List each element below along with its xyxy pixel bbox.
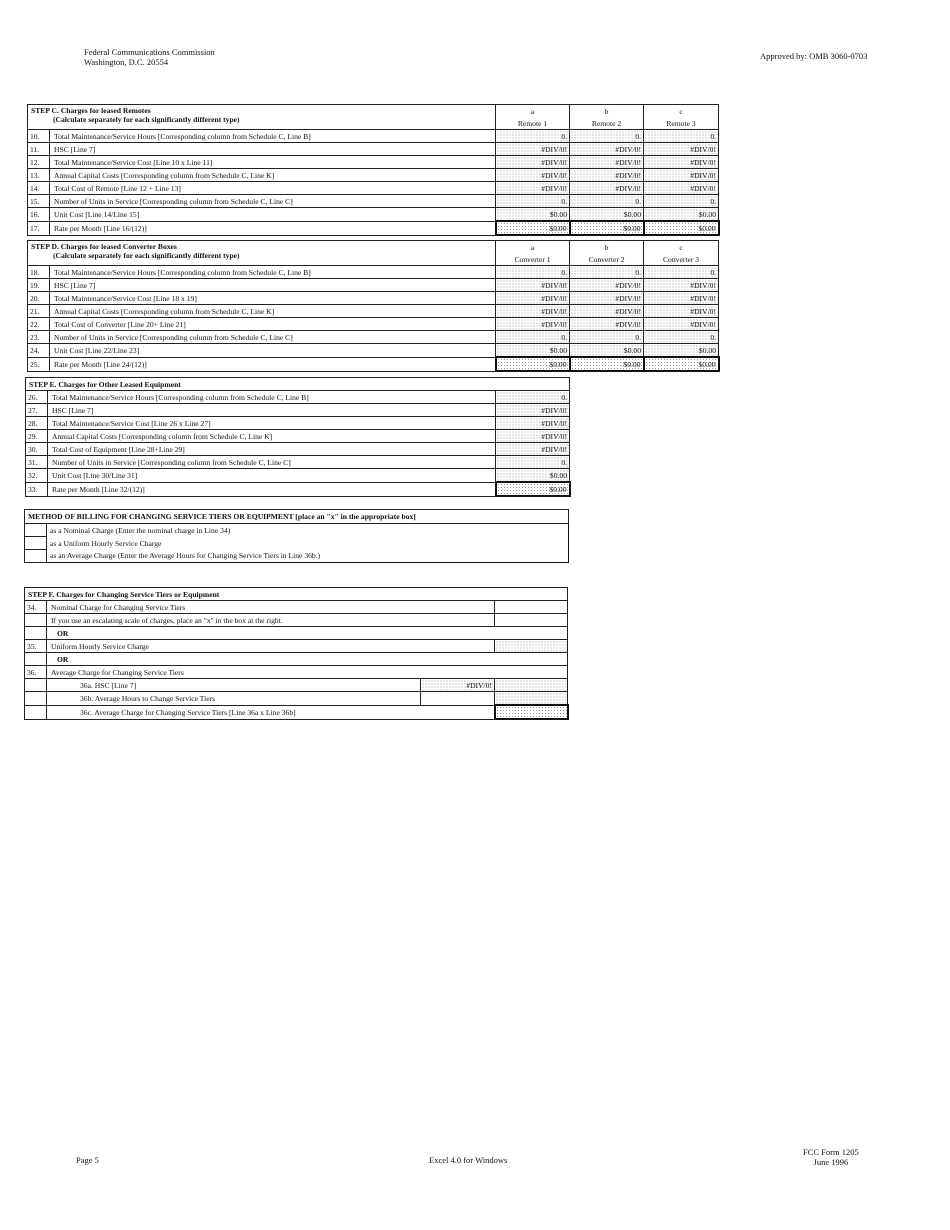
- line-value: #DIV/0!: [496, 417, 570, 430]
- line-value: 0.: [644, 195, 719, 208]
- table-row: [26, 404, 570, 417]
- line-value: #DIV/0!: [570, 292, 644, 305]
- table-row: [28, 182, 719, 195]
- average-charge-option-label: as an Average Charge (Enter the Average Hours for Changing Service Tiers in Line 36b.): [47, 550, 569, 563]
- line-label: Number of Units in Service [Corresponding column from Schedule C, Line C]: [48, 456, 496, 469]
- line-value: #DIV/0!: [570, 156, 644, 169]
- or-separator: OR: [47, 653, 568, 666]
- line-value: $0.00: [644, 357, 719, 371]
- step-c-title-text: STEP C. Charges for leased Remotes: [31, 106, 151, 115]
- line-number: 19.: [28, 279, 50, 292]
- line-value: 0.: [644, 331, 719, 344]
- table-row: [28, 208, 719, 222]
- page-number: Page 5: [76, 1155, 99, 1165]
- line-36a-label: 36a. HSC [Line 7]: [47, 679, 421, 692]
- table-row: [28, 221, 719, 235]
- line-number: 11.: [28, 143, 50, 156]
- table-row: [28, 156, 719, 169]
- line-value: $0.00: [496, 208, 570, 222]
- line-value: #DIV/0!: [570, 305, 644, 318]
- line-label: Annual Capital Costs [Corresponding column from Schedule C, Line K]: [50, 305, 496, 318]
- line-34-label: Nominal Charge for Changing Service Tiers: [47, 601, 495, 614]
- line-number: 10.: [28, 130, 50, 143]
- line-value: $0.00: [644, 344, 719, 358]
- line-number: 14.: [28, 182, 50, 195]
- line-value: #DIV/0!: [496, 318, 570, 331]
- line-label: Total Maintenance/Service Hours [Corresponding column from Schedule C, Line B]: [50, 266, 496, 279]
- line-value: #DIV/0!: [570, 169, 644, 182]
- table-row: [28, 357, 719, 371]
- line-36-label: Average Charge for Changing Service Tiers: [47, 666, 568, 679]
- line-value: #DIV/0!: [496, 182, 570, 195]
- line-number: 21.: [28, 305, 50, 318]
- line-35-input[interactable]: [495, 640, 568, 653]
- line-number: 27.: [26, 404, 48, 417]
- line-number: 13.: [28, 169, 50, 182]
- line-number: 23.: [28, 331, 50, 344]
- line-value: #DIV/0!: [496, 156, 570, 169]
- col-header-converter-3: Converter 3: [644, 253, 719, 266]
- line-number: 31.: [26, 456, 48, 469]
- line-value: #DIV/0!: [496, 169, 570, 182]
- step-c-subtitle: (Calculate separately for each significantly different type): [53, 115, 240, 124]
- line-value: #DIV/0!: [570, 143, 644, 156]
- line-label: Total Cost of Remote [Line 12 + Line 13]: [50, 182, 496, 195]
- line-36b-label: 36b. Average Hours to Change Service Tiers: [47, 692, 421, 706]
- step-d-subtitle: (Calculate separately for each significantly different type): [53, 251, 240, 260]
- line-36b-input[interactable]: [421, 692, 495, 706]
- table-row: [28, 331, 719, 344]
- table-row: [26, 417, 570, 430]
- line-label: Unit Cost [Line 14/Line 15]: [50, 208, 496, 222]
- billing-method-table: [24, 509, 569, 563]
- step-e-title: STEP E. Charges for Other Leased Equipment: [26, 378, 570, 391]
- or-separator: OR: [47, 627, 568, 640]
- line-value: #DIV/0!: [644, 292, 719, 305]
- line-value: $0.00: [496, 344, 570, 358]
- line-number: 22.: [28, 318, 50, 331]
- escalating-scale-checkbox[interactable]: [495, 614, 568, 627]
- line-value: $0.00: [496, 482, 570, 496]
- line-35-number: 35.: [25, 640, 47, 653]
- line-value: #DIV/0!: [496, 404, 570, 417]
- line-number: 25.: [28, 357, 50, 371]
- line-value: 0.: [644, 266, 719, 279]
- line-value: #DIV/0!: [570, 318, 644, 331]
- col-header-remote-3: Remote 3: [644, 117, 719, 130]
- line-number: 32.: [26, 469, 48, 483]
- line-value: #DIV/0!: [644, 156, 719, 169]
- line-number: 18.: [28, 266, 50, 279]
- table-row: [28, 169, 719, 182]
- line-34-number: 34.: [25, 601, 47, 614]
- col-header-converter-2: Converter 2: [570, 253, 644, 266]
- col-letter-c: c: [644, 105, 719, 118]
- form-number: FCC Form 1205: [803, 1147, 859, 1157]
- col-letter-a: a: [496, 105, 570, 118]
- table-row: [28, 292, 719, 305]
- table-row: [28, 344, 719, 358]
- line-label: Total Maintenance/Service Hours [Corresponding column from Schedule C, Line B]: [48, 391, 496, 404]
- line-number: 20.: [28, 292, 50, 305]
- line-36b-shaded: [495, 692, 568, 706]
- line-value: 0.: [496, 331, 570, 344]
- col-letter-a: a: [496, 241, 570, 254]
- step-f-table: [24, 587, 569, 720]
- line-number: 30.: [26, 443, 48, 456]
- line-value: #DIV/0!: [496, 305, 570, 318]
- line-value: #DIV/0!: [644, 143, 719, 156]
- line-36a-value: #DIV/0!: [421, 679, 495, 692]
- nominal-charge-checkbox[interactable]: [25, 524, 47, 537]
- step-d-title: [28, 241, 496, 266]
- line-value: 0.: [496, 130, 570, 143]
- line-label: Rate per Month [Line 32/(12)]: [48, 482, 496, 496]
- line-value: 0.: [644, 130, 719, 143]
- line-label: Unit Cost [Line 22/Line 23]: [50, 344, 496, 358]
- uniform-hourly-option-label: as a Uniform Hourly Service Charge: [47, 537, 569, 550]
- line-number: 16.: [28, 208, 50, 222]
- col-header-converter-1: Converter 1: [496, 253, 570, 266]
- line-36c-value: [495, 705, 568, 719]
- line-value: 0.: [496, 391, 570, 404]
- table-row: [28, 266, 719, 279]
- line-label: HSC [Line 7]: [50, 143, 496, 156]
- line-value: #DIV/0!: [644, 305, 719, 318]
- line-number: 33.: [26, 482, 48, 496]
- line-36a-shaded: [495, 679, 568, 692]
- line-number: 15.: [28, 195, 50, 208]
- line-value: #DIV/0!: [644, 279, 719, 292]
- line-value: $0.00: [496, 221, 570, 235]
- table-row: [28, 130, 719, 143]
- line-label: HSC [Line 7]: [48, 404, 496, 417]
- line-value: 0.: [570, 331, 644, 344]
- line-label: Total Maintenance/Service Cost [Line 18 x 19]: [50, 292, 496, 305]
- line-36-number: 36.: [25, 666, 47, 679]
- table-row: [28, 318, 719, 331]
- line-label: HSC [Line 7]: [50, 279, 496, 292]
- average-charge-checkbox[interactable]: [25, 550, 47, 563]
- form-id: [803, 1147, 859, 1167]
- line-value: $0.00: [644, 221, 719, 235]
- line-value: 0.: [496, 456, 570, 469]
- table-row: [28, 279, 719, 292]
- table-row: [28, 195, 719, 208]
- form-date: June 1996: [813, 1157, 849, 1167]
- billing-method-title: METHOD OF BILLING FOR CHANGING SERVICE TIERS OR EQUIPMENT [place an "x" in the appropriate box]: [25, 510, 569, 524]
- agency-name: Federal Communications Commission: [84, 47, 215, 57]
- line-value: #DIV/0!: [496, 279, 570, 292]
- line-value: 0.: [570, 130, 644, 143]
- line-number: 28.: [26, 417, 48, 430]
- uniform-hourly-checkbox[interactable]: [25, 537, 47, 550]
- agency-address: Washington, D.C. 20554: [84, 57, 169, 67]
- line-label: Unit Cost [Line 30/Line 31]: [48, 469, 496, 483]
- line-value: 0.: [496, 266, 570, 279]
- step-d-table: [27, 240, 720, 372]
- table-row: [26, 482, 570, 496]
- line-label: Total Maintenance/Service Hours [Corresponding column from Schedule C, Line B]: [50, 130, 496, 143]
- agency-header: [84, 47, 215, 67]
- line-label: Rate per Month [Line 16/(12)]: [50, 221, 496, 235]
- table-row: [26, 469, 570, 483]
- line-number: 24.: [28, 344, 50, 358]
- line-value: #DIV/0!: [496, 430, 570, 443]
- line-label: Number of Units in Service [Corresponding column from Schedule C, Line C]: [50, 331, 496, 344]
- line-label: Total Cost of Equipment [Line 28+Line 29]: [48, 443, 496, 456]
- line-number: 12.: [28, 156, 50, 169]
- line-number: 29.: [26, 430, 48, 443]
- line-value: $0.00: [570, 221, 644, 235]
- line-label: Annual Capital Costs [Corresponding column from Schedule C, Line K]: [48, 430, 496, 443]
- step-d-title-text: STEP D. Charges for leased Converter Boxes: [31, 242, 177, 251]
- table-row: [26, 430, 570, 443]
- line-value: #DIV/0!: [496, 443, 570, 456]
- table-row: [26, 391, 570, 404]
- line-36c-label: 36c. Average Charge for Changing Service Tiers [Line 36a x Line 36b]: [47, 705, 495, 719]
- line-value: #DIV/0!: [570, 182, 644, 195]
- line-value: $0.00: [570, 344, 644, 358]
- line-value: #DIV/0!: [644, 169, 719, 182]
- line-value: #DIV/0!: [496, 292, 570, 305]
- col-letter-b: b: [570, 105, 644, 118]
- col-header-remote-1: Remote 1: [496, 117, 570, 130]
- col-letter-c: c: [644, 241, 719, 254]
- line-value: $0.00: [644, 208, 719, 222]
- col-letter-b: b: [570, 241, 644, 254]
- line-label: Annual Capital Costs [Corresponding column from Schedule C, Line K]: [50, 169, 496, 182]
- line-label: Number of Units in Service [Corresponding column from Schedule C, Line C]: [50, 195, 496, 208]
- step-e-table: [25, 377, 571, 497]
- omb-approval: Approved by: OMB 3060-0703: [760, 51, 868, 61]
- line-35-label: Uniform Hourly Service Charge: [47, 640, 495, 653]
- line-label: Total Cost of Converter [Line 20+ Line 21]: [50, 318, 496, 331]
- line-value: $0.00: [570, 357, 644, 371]
- line-value: 0.: [570, 266, 644, 279]
- line-34-input[interactable]: [495, 601, 568, 614]
- line-value: $0.00: [570, 208, 644, 222]
- table-row: [26, 456, 570, 469]
- line-number: 26.: [26, 391, 48, 404]
- line-label: Total Maintenance/Service Cost [Line 26 x Line 27]: [48, 417, 496, 430]
- software-note: Excel 4.0 for Windows: [429, 1155, 508, 1165]
- line-value: #DIV/0!: [570, 279, 644, 292]
- table-row: [28, 143, 719, 156]
- line-value: 0.: [570, 195, 644, 208]
- line-number: 17.: [28, 221, 50, 235]
- step-c-title: [28, 105, 496, 130]
- line-value: #DIV/0!: [644, 182, 719, 195]
- line-label: Rate per Month [Line 24/(12)]: [50, 357, 496, 371]
- line-value: $0.00: [496, 469, 570, 483]
- line-value: $0.00: [496, 357, 570, 371]
- step-f-title: STEP F. Charges for Changing Service Tiers or Equipment: [25, 588, 568, 601]
- escalating-scale-note: If you use an escalating scale of charges, place an "x" in the box at the right.: [47, 614, 495, 627]
- nominal-charge-option-label: as a Nominal Charge (Enter the nominal charge in Line 34): [47, 524, 569, 537]
- table-row: [28, 305, 719, 318]
- line-value: 0.: [496, 195, 570, 208]
- step-c-table: [27, 104, 720, 236]
- col-header-remote-2: Remote 2: [570, 117, 644, 130]
- line-label: Total Maintenance/Service Cost [Line 10 x Line 11]: [50, 156, 496, 169]
- line-value: #DIV/0!: [644, 318, 719, 331]
- table-row: [26, 443, 570, 456]
- line-value: #DIV/0!: [496, 143, 570, 156]
